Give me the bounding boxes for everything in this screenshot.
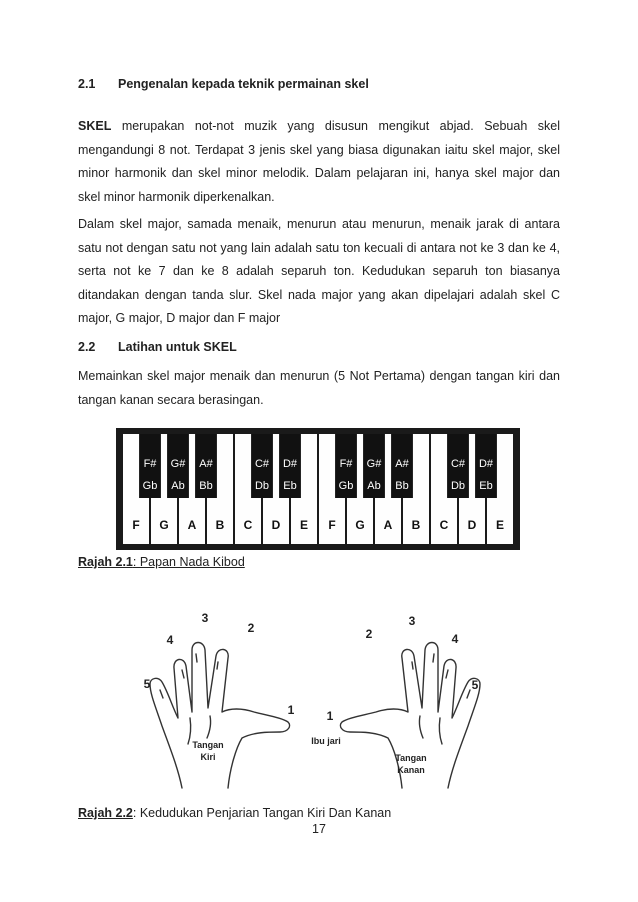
right-finger-2: 2 — [365, 627, 373, 641]
white-key-label: G — [355, 518, 365, 532]
black-key-flat-label: Gb — [142, 480, 158, 492]
piano-keyboard-figure — [116, 428, 520, 550]
white-key-label: A — [383, 518, 393, 532]
black-key-sharp-label: G# — [366, 458, 382, 470]
white-key-label: C — [439, 518, 449, 532]
left-finger-1: 1 — [287, 703, 295, 717]
white-key-label: A — [187, 518, 197, 532]
black-key-flat-label: Gb — [338, 480, 354, 492]
left-finger-2: 2 — [247, 621, 255, 635]
section-number: 2.1 — [78, 77, 96, 91]
right-finger-3: 3 — [408, 614, 416, 628]
black-key-flat-label: Bb — [199, 480, 213, 492]
section-heading-2-1 — [78, 77, 369, 91]
black-key-sharp-label: D# — [478, 458, 494, 470]
white-key-label: C — [243, 518, 253, 532]
caption-text: : Kedudukan Penjarian Tangan Kiri Dan Kanan — [132, 806, 392, 820]
black-key-sharp-label: F# — [143, 458, 157, 470]
black-key-sharp-label: G# — [170, 458, 186, 470]
left-hand-label-line1: Tangan — [192, 740, 224, 750]
section-title: Latihan untuk SKEL — [118, 340, 237, 354]
black-key-sharp-label: C# — [450, 458, 466, 470]
right-finger-5: 5 — [471, 678, 479, 692]
paragraph-skel-intro — [78, 115, 560, 209]
black-key-flat-label: Db — [450, 480, 466, 492]
white-key-label: F — [328, 518, 336, 532]
black-key-sharp-label: F# — [339, 458, 353, 470]
caption-label: Rajah 2.1 — [78, 555, 133, 569]
white-key-label: D — [271, 518, 281, 532]
left-finger-3: 3 — [201, 611, 209, 625]
black-key-flat-label: Ab — [171, 480, 185, 492]
black-key-flat-label: Ab — [367, 480, 381, 492]
paragraph-text: Dalam skel major, samada menaik, menurun atau menurun, menaik jarak di antara satu not dengan satu not yang lain adalah satu ton kecuali di antara not ke 3 dan ke 4, serta not ke 7 dan ke 8 adalah separuh ton. Kedudukan separuh ton biasanya ditandakan dengan tanda slur. Skel nada major yang akan dipelajari adalah skel C major, G major, D major dan F major — [78, 217, 560, 325]
left-hand-label-line2: Kiri — [200, 752, 216, 762]
paragraph-text: merupakan not-not muzik yang disusun mengikut abjad. Sebuah skel mengandungi 8 not. Terdapat 3 jenis skel yang biasa digunakan iaitu skel major, skel minor harmonik dan skel minor melodik. Dalam pelajaran ini, hanya skel major dan skel minor harmonik diperkenalkan. — [78, 119, 560, 204]
white-key-label: G — [159, 518, 169, 532]
black-key-flat-label: Db — [254, 480, 270, 492]
section-heading-2-2 — [78, 340, 237, 354]
right-finger-4: 4 — [451, 632, 459, 646]
figure-caption-hands — [78, 806, 391, 820]
black-key-sharp-label: A# — [199, 458, 213, 470]
hands-fingering-figure — [130, 608, 500, 792]
white-key-label: D — [467, 518, 477, 532]
black-key-sharp-label: C# — [254, 458, 270, 470]
left-hand-outline — [150, 643, 290, 789]
section-number: 2.2 — [78, 340, 96, 354]
section-title: Pengenalan kepada teknik permainan skel — [118, 77, 369, 91]
black-key-flat-label: Eb — [283, 480, 297, 492]
paragraph-exercise — [78, 365, 560, 412]
paragraph-text: Memainkan skel major menaik dan menurun (5 Not Pertama) dengan tangan kiri dan tangan kanan secara berasingan. — [78, 369, 560, 407]
left-finger-5: 5 — [143, 677, 151, 691]
caption-label: Rajah 2.2 — [78, 806, 133, 820]
black-key-sharp-label: A# — [395, 458, 409, 470]
black-key-sharp-label: D# — [282, 458, 298, 470]
left-finger-4: 4 — [166, 633, 174, 647]
white-key-label: F — [132, 518, 140, 532]
black-key-flat-label: Bb — [395, 480, 409, 492]
right-hand-label-line1: Tangan — [395, 753, 427, 763]
right-finger-1: 1 — [326, 709, 334, 723]
white-key-label: E — [495, 518, 505, 532]
white-key-label: B — [215, 518, 225, 532]
right-hand-label-line2: Kanan — [397, 765, 425, 775]
bold-term: SKEL — [78, 119, 112, 133]
white-key-label: E — [299, 518, 309, 532]
white-key-label: B — [411, 518, 421, 532]
thumb-label: Ibu jari — [311, 736, 341, 746]
page-number: 17 — [312, 822, 326, 836]
figure-caption-keyboard — [78, 555, 245, 569]
paragraph-major-scale — [78, 213, 560, 331]
black-key-flat-label: Eb — [479, 480, 493, 492]
caption-text: : Papan Nada Kibod — [132, 555, 245, 569]
